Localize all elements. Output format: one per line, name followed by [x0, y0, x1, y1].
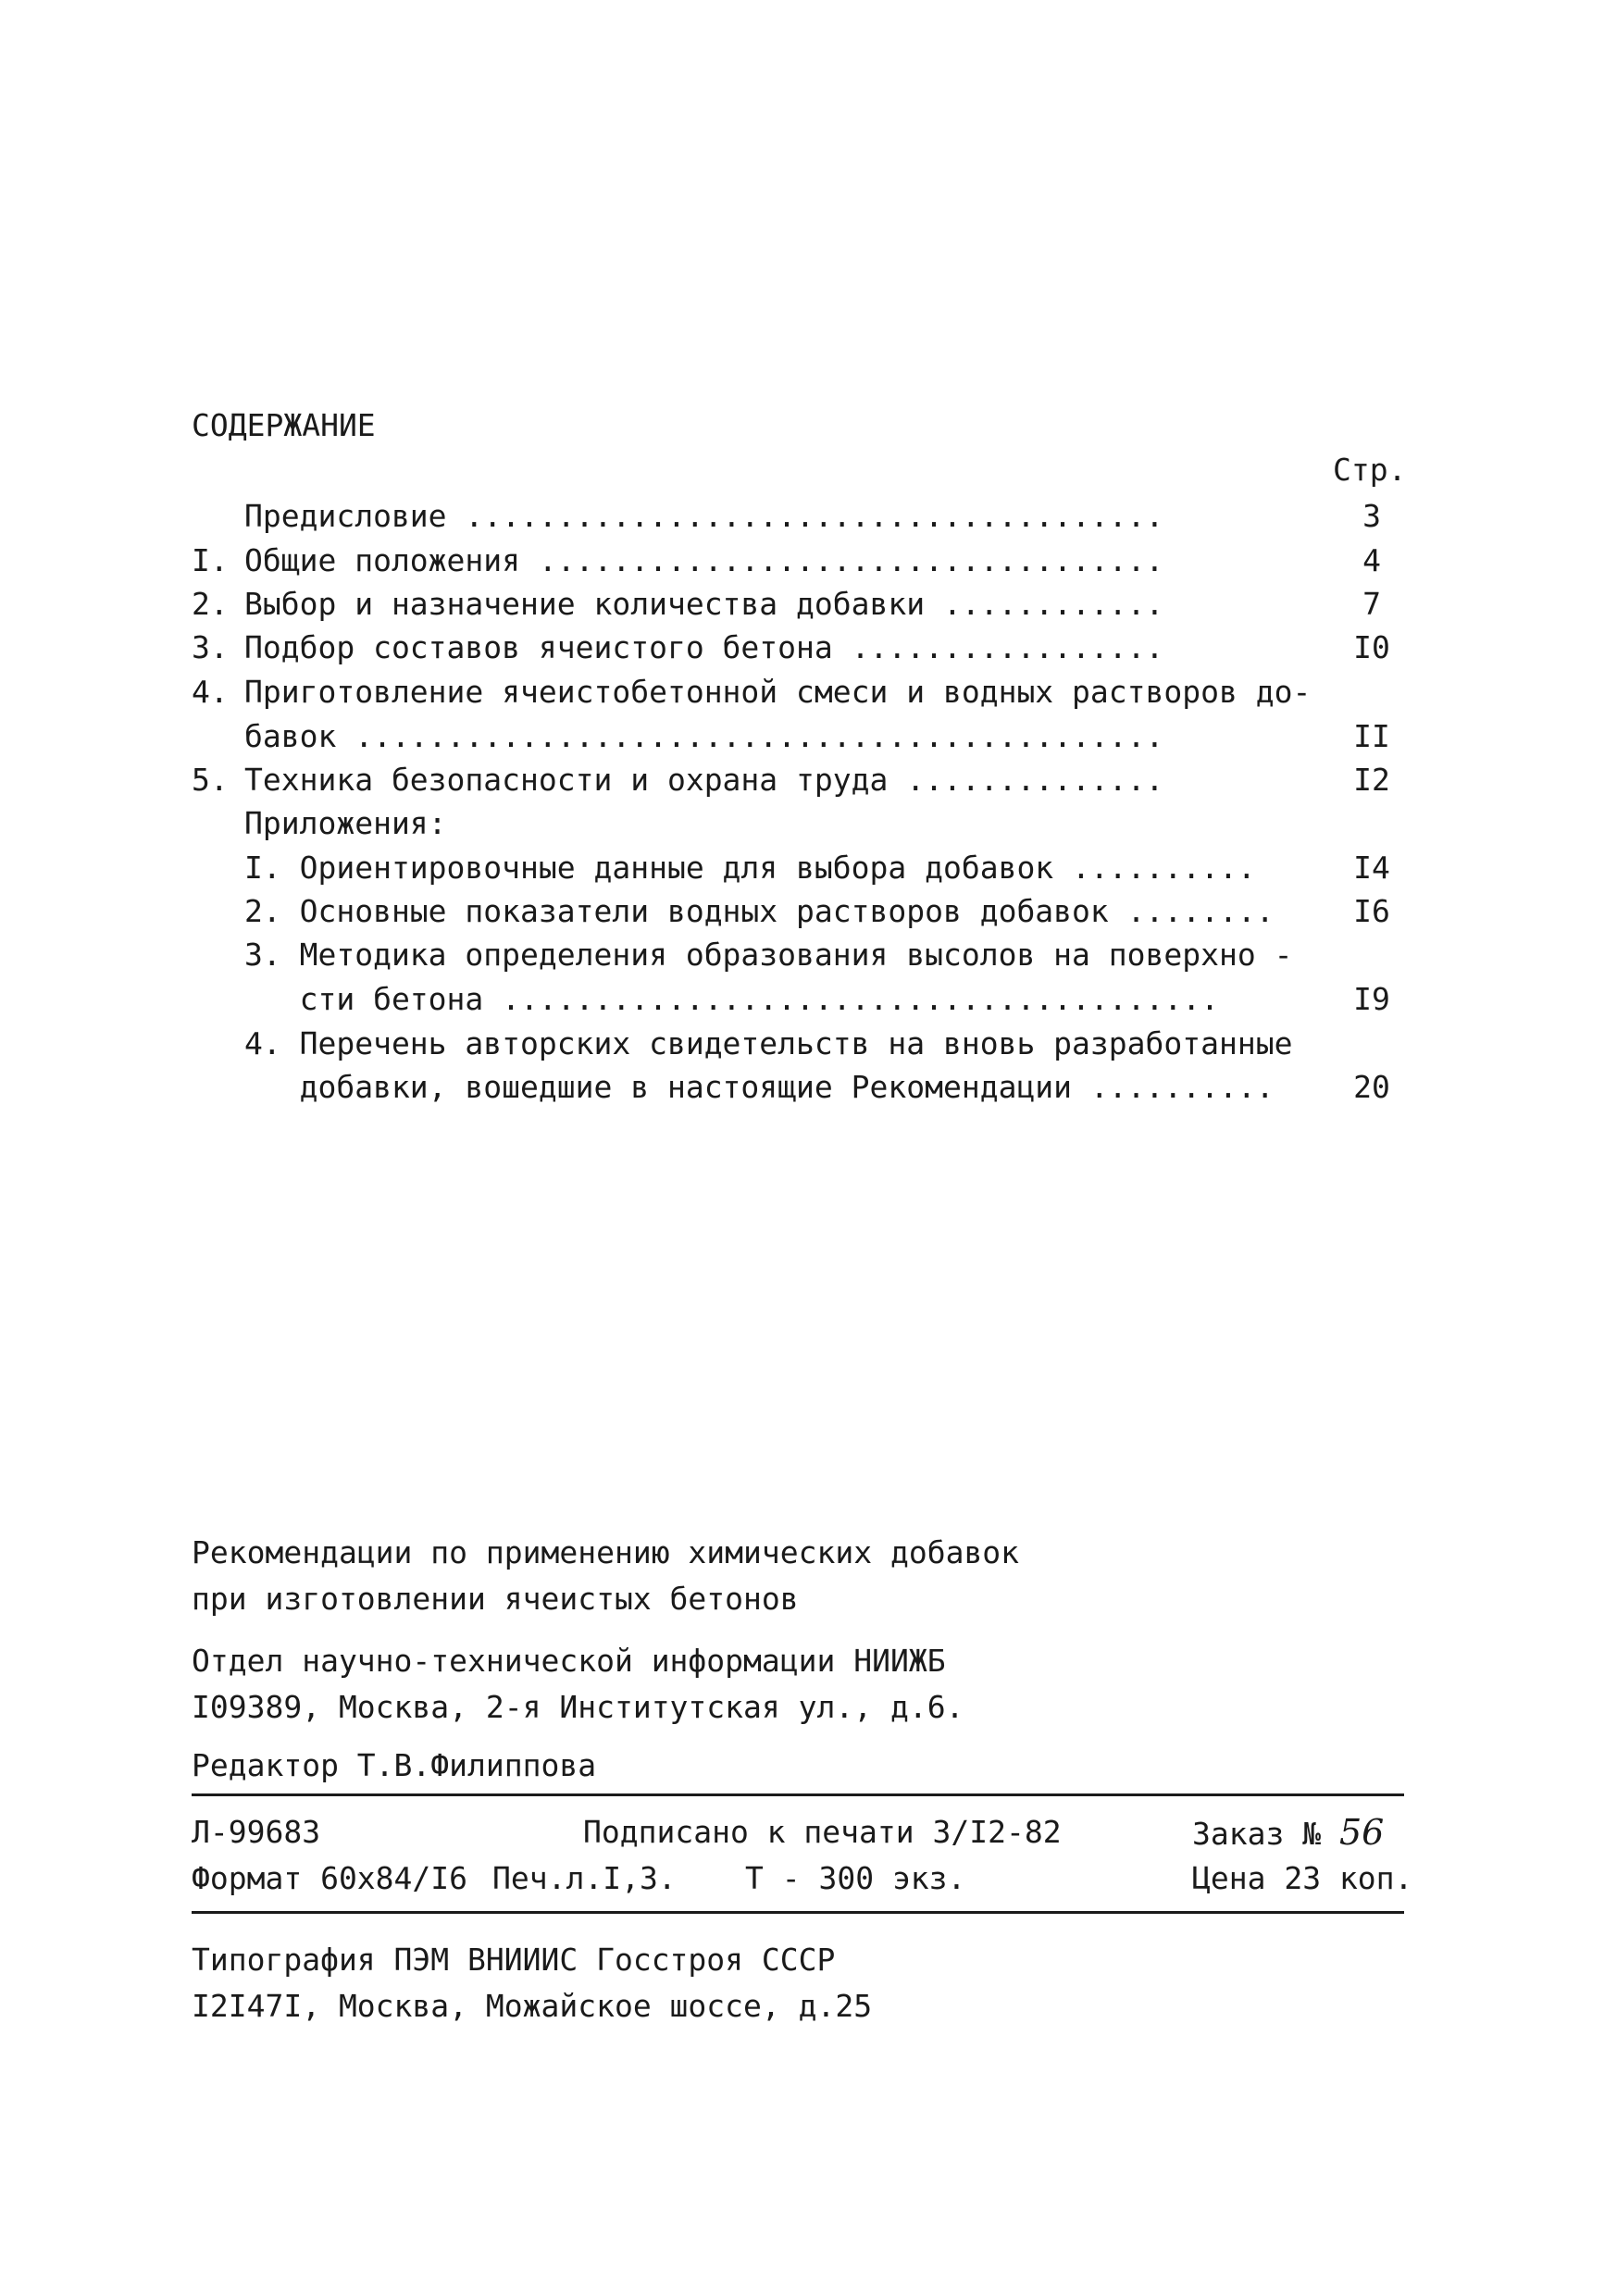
- toc-row-page: I4: [1353, 850, 1390, 886]
- imprint-title-line1: Рекомендации по применению химических добавок: [192, 1534, 1020, 1570]
- toc-row-page: 3: [1362, 498, 1381, 534]
- imprint-printer-line1: Типография ПЭМ ВНИИИС Госстроя СССР: [192, 1942, 836, 1978]
- toc-row-page: 4: [1362, 542, 1381, 578]
- imprint-department-line2: I09389, Москва, 2-я Институтская ул., д.6.: [192, 1689, 964, 1725]
- imprint-bottom-rule: [192, 1911, 1404, 1914]
- toc-row-text: Предисловие ......................................: [244, 498, 1164, 534]
- toc-row-page: I2: [1353, 762, 1390, 798]
- imprint-printer-line2: I2I47I, Москва, Можайское шоссе, д.25: [192, 1988, 873, 2024]
- toc-row-text: Приготовление ячеистобетонной смеси и водных растворов до-: [244, 674, 1312, 710]
- toc-page-column-header: Стр.: [1333, 452, 1407, 488]
- toc-row: [192, 542, 1404, 581]
- toc-row: [192, 1069, 1404, 1108]
- toc-row-text: добавки, вошедшие в настоящие Рекомендации ..........: [244, 1069, 1275, 1105]
- toc-row-page: I0: [1353, 629, 1390, 665]
- toc-row-text: Общие положения ..................................: [244, 542, 1164, 578]
- toc-row: [192, 805, 1404, 844]
- toc-row-text: I. Ориентировочные данные для выбора добавок ..........: [244, 850, 1256, 886]
- toc-row-text: бавок ............................................: [244, 718, 1164, 754]
- toc-row: [192, 586, 1404, 625]
- imprint-department-line1: Отдел научно-технической информации НИИЖБ: [192, 1643, 946, 1679]
- toc-row: [192, 498, 1404, 537]
- imprint-signed-date: Подписано к печати 3/I2-82: [583, 1814, 1062, 1850]
- toc-row: [192, 718, 1404, 757]
- toc-row-page: 20: [1353, 1069, 1390, 1105]
- toc-row-text: Выбор и назначение количества добавки ............: [244, 586, 1164, 622]
- toc-row: [192, 674, 1404, 713]
- toc-row-number: I.: [192, 542, 229, 578]
- toc-row: [192, 629, 1404, 668]
- toc-row-text: Подбор составов ячеистого бетона .................: [244, 629, 1164, 665]
- toc-row-number: 2.: [192, 586, 229, 622]
- toc-row-page: I6: [1353, 893, 1390, 929]
- toc-row: [192, 937, 1404, 975]
- toc-row-number: 4.: [192, 674, 229, 710]
- toc-title: СОДЕРЖАНИЕ: [192, 407, 376, 443]
- imprint-top-rule: [192, 1793, 1404, 1796]
- toc-row-text: 4. Перечень авторских свидетельств на вновь разработанные: [244, 1025, 1293, 1061]
- imprint-format: Формат 60x84/I6: [192, 1860, 468, 1896]
- imprint-price: Цена 23 коп.: [1192, 1860, 1413, 1896]
- toc-row: [192, 1025, 1404, 1064]
- toc-row: [192, 850, 1404, 888]
- toc-row: [192, 893, 1404, 932]
- imprint-editor: Редактор Т.В.Филиппова: [192, 1747, 597, 1783]
- toc-row-text: 2. Основные показатели водных растворов добавок ........: [244, 893, 1275, 929]
- imprint-order: [1192, 1814, 1384, 1853]
- toc-row-number: 3.: [192, 629, 229, 665]
- toc-row-page: I9: [1353, 981, 1390, 1017]
- toc-row-text: Приложения:: [244, 805, 447, 841]
- imprint-copies: Т - 300 экз.: [745, 1860, 966, 1896]
- toc-row-page: 7: [1362, 586, 1381, 622]
- imprint-title-line2: при изготовлении ячеистых бетонов: [192, 1581, 799, 1617]
- toc-row-text: сти бетона .......................................: [244, 981, 1219, 1017]
- imprint-order-number: 56: [1338, 1812, 1385, 1853]
- imprint-order-label: Заказ №: [1192, 1816, 1322, 1852]
- toc-row-text: Техника безопасности и охрана труда ..............: [244, 762, 1164, 798]
- toc-row: [192, 762, 1404, 800]
- toc-row-text: 3. Методика определения образования высолов на поверхно -: [244, 937, 1293, 973]
- imprint-license: Л-99683: [192, 1814, 321, 1850]
- toc-row-number: 5.: [192, 762, 229, 798]
- toc-row: [192, 981, 1404, 1020]
- imprint-sheets: Печ.л.I,3.: [492, 1860, 677, 1896]
- toc-row-page: II: [1353, 718, 1390, 754]
